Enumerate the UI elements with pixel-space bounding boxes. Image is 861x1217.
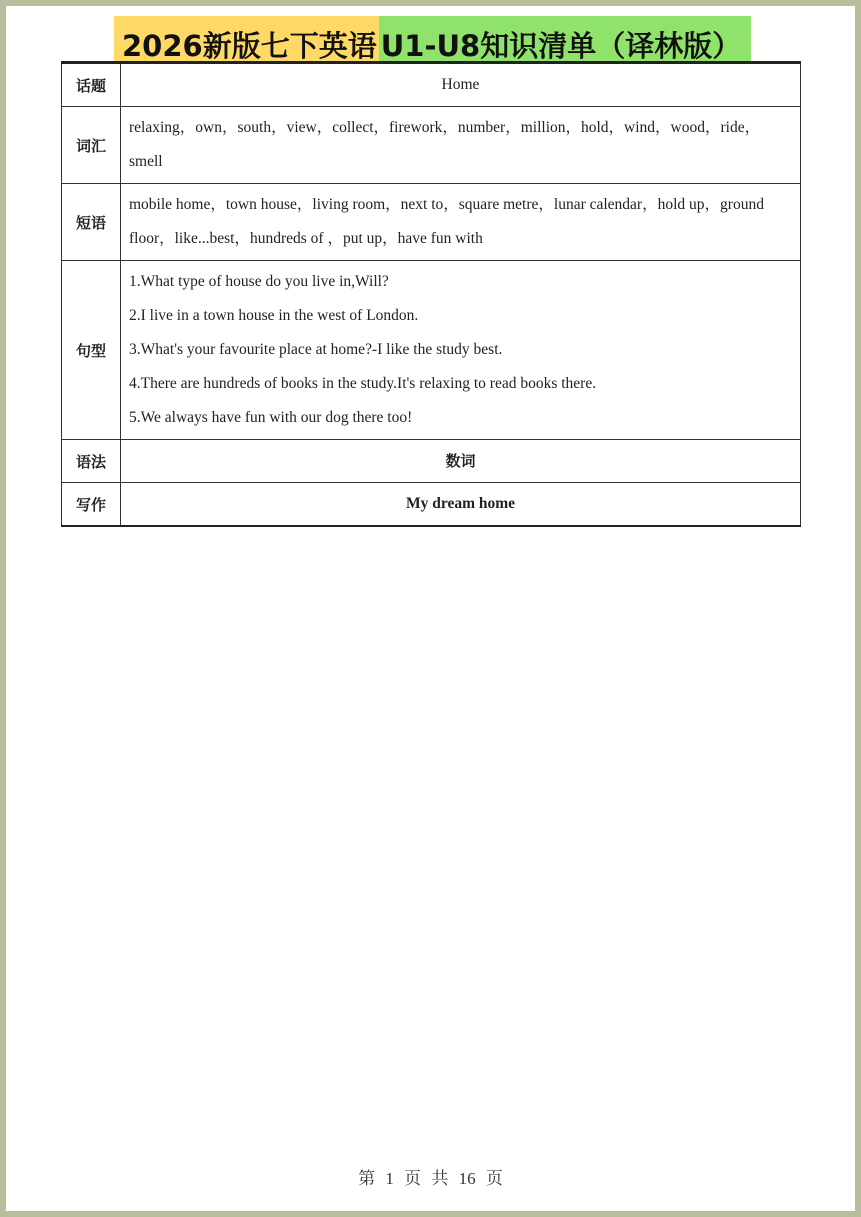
label-writing: 写作 xyxy=(62,483,121,527)
value-topic: Home xyxy=(121,63,801,107)
sentence-item: 1.What type of house do you live in,Will? xyxy=(129,273,389,290)
row-grammar xyxy=(62,440,801,483)
label-phrases: 短语 xyxy=(62,184,121,261)
document-page xyxy=(6,6,855,1211)
page-footer: 第 1 页 共 16 页 xyxy=(358,1169,503,1188)
label-grammar: 语法 xyxy=(62,440,121,483)
label-sentences: 句型 xyxy=(62,261,121,440)
title-part-1: 2026新版七下英语 xyxy=(114,16,379,64)
sentence-item: 2.I live in a town house in the west of London. xyxy=(129,307,419,324)
knowledge-table xyxy=(61,61,801,527)
value-sentences xyxy=(121,261,801,440)
row-sentences xyxy=(62,261,801,440)
sentence-item: 4.There are hundreds of books in the study.It's relaxing to read books there. xyxy=(129,375,597,392)
row-topic xyxy=(62,63,801,107)
label-topic: 话题 xyxy=(62,63,121,107)
sentence-item: 3.What's your favourite place at home?-I like the study best. xyxy=(129,341,503,358)
value-phrases: mobile home，town house，living room，next to，square metre，lunar calendar，hold up，ground floor，like...best，hundreds of ，put up，have fun with xyxy=(121,184,801,261)
row-writing xyxy=(62,483,801,527)
document-title xyxy=(114,16,751,64)
value-grammar: 数词 xyxy=(121,440,801,483)
value-vocab: relaxing，own，south，view，collect，firework，number，million，hold，wind，wood，ride，smell xyxy=(121,107,801,184)
label-vocab: 词汇 xyxy=(62,107,121,184)
value-writing: My dream home xyxy=(121,483,801,527)
title-part-2: U1-U8知识清单（译林版） xyxy=(379,16,752,64)
sentence-item: 5.We always have fun with our dog there too! xyxy=(129,409,413,426)
row-phrases xyxy=(62,184,801,261)
row-vocab xyxy=(62,107,801,184)
